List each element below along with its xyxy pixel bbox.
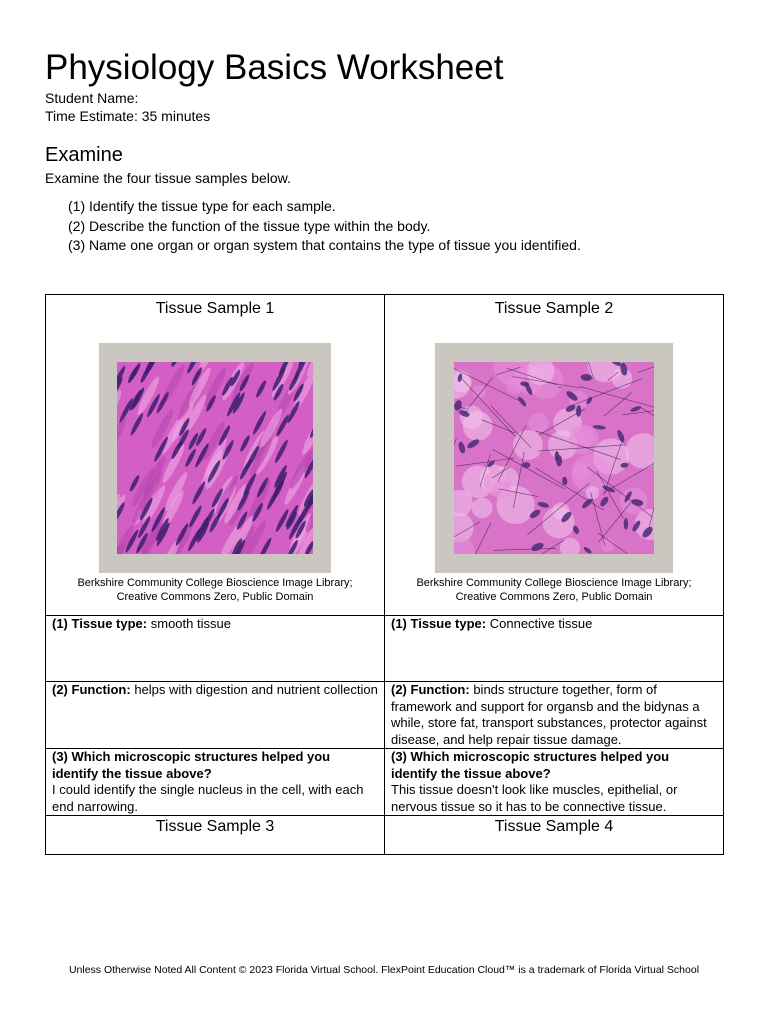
function-answer: binds structure together, form of framework and support for organsb and the bidynas a while, store fat, transport substances, protector against disease, and help repair tissue damage. bbox=[391, 682, 707, 747]
sample-1-function-cell bbox=[46, 682, 385, 749]
sample-2-function-cell bbox=[385, 682, 724, 749]
step-item: (3) Name one organ or organ system that contains the type of tissue you identified. bbox=[68, 237, 581, 253]
table-row bbox=[46, 749, 724, 816]
structures-answer: I could identify the single nucleus in the cell, with each end narrowing. bbox=[52, 782, 364, 814]
instruction-steps bbox=[68, 197, 581, 256]
structures-answer: This tissue doesn't look like muscles, epithelial, or nervous tissue so it has to be connective tissue. bbox=[391, 782, 678, 814]
sample-3-title: Tissue Sample 3 bbox=[155, 818, 275, 835]
sample-4-cell bbox=[385, 816, 724, 855]
connective-tissue-micrograph-icon bbox=[454, 362, 654, 554]
step-item: (1) Identify the tissue type for each sample. bbox=[68, 198, 336, 214]
page-title: Physiology Basics Worksheet bbox=[45, 48, 504, 87]
sample-1-structures-cell bbox=[46, 749, 385, 816]
table-row bbox=[46, 295, 724, 616]
sample-1-cell bbox=[46, 295, 385, 616]
sample-2-credit-line-2: Creative Commons Zero, Public Domain bbox=[455, 591, 653, 603]
instructions: Examine the four tissue samples below. bbox=[45, 170, 291, 186]
function-label: (2) Function: bbox=[52, 682, 131, 697]
sample-1-image-frame bbox=[99, 343, 331, 573]
sample-2-structures-cell bbox=[385, 749, 724, 816]
tissue-type-answer: Connective tissue bbox=[486, 616, 593, 631]
sample-2-cell bbox=[385, 295, 724, 616]
structures-question: (3) Which microscopic structures helped you identify the tissue above? bbox=[52, 749, 331, 781]
sample-2-title: Tissue Sample 2 bbox=[494, 300, 614, 317]
tissue-type-label: (1) Tissue type: bbox=[391, 616, 487, 631]
tissue-type-label: (1) Tissue type: bbox=[52, 616, 148, 631]
student-name-label: Student Name: bbox=[45, 90, 139, 106]
table-row bbox=[46, 682, 724, 749]
sample-2-credit-line-1: Berkshire Community College Bioscience Image Library; bbox=[416, 577, 692, 589]
sample-1-title: Tissue Sample 1 bbox=[155, 300, 275, 317]
table-row bbox=[46, 616, 724, 682]
sample-4-title: Tissue Sample 4 bbox=[494, 818, 614, 835]
step-item: (2) Describe the function of the tissue type within the body. bbox=[68, 217, 431, 234]
tissue-type-answer: smooth tissue bbox=[147, 616, 231, 631]
tissue-samples-table bbox=[45, 294, 724, 855]
structures-question: (3) Which microscopic structures helped you identify the tissue above? bbox=[391, 749, 670, 781]
sample-2-image-frame bbox=[435, 343, 673, 573]
sample-3-cell bbox=[46, 816, 385, 855]
table-row bbox=[46, 816, 724, 855]
function-label: (2) Function: bbox=[391, 682, 470, 697]
smooth-muscle-micrograph-icon bbox=[117, 362, 313, 554]
sample-1-credit-line-1: Berkshire Community College Bioscience Image Library; bbox=[77, 577, 353, 589]
function-answer: helps with digestion and nutrient collection bbox=[130, 682, 378, 697]
sample-1-credit-line-2: Creative Commons Zero, Public Domain bbox=[116, 591, 314, 603]
section-heading-examine: Examine bbox=[45, 144, 123, 166]
time-estimate: Time Estimate: 35 minutes bbox=[45, 108, 211, 124]
sample-1-type-cell bbox=[46, 616, 385, 682]
page-footer: Unless Otherwise Noted All Content © 2023 Florida Virtual School. FlexPoint Education Cloud™ is a trademark of Florida Virtual School bbox=[68, 964, 700, 976]
sample-2-type-cell bbox=[385, 616, 724, 682]
